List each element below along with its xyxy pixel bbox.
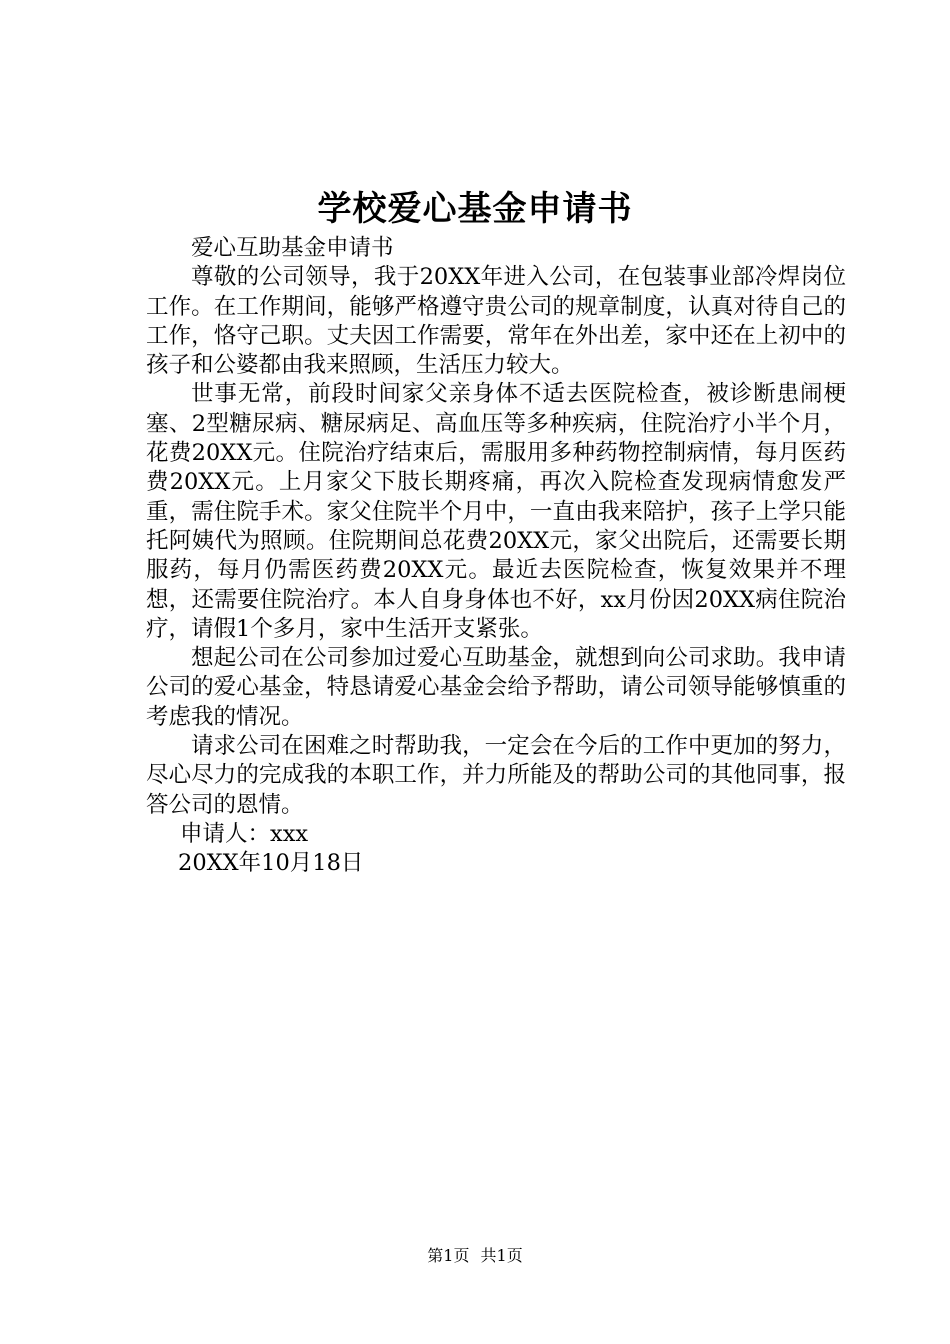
applicant-signature: 申请人：xxx — [180, 820, 309, 847]
paragraph-request: 想起公司在公司参加过爱心互助基金，就想到向公司求助。我申请公司的爱心基金，特恳请爱心基金会给予帮助，请公司领导能够慎重的考虑我的情况。 — [146, 645, 846, 730]
paragraph-commitment: 请求公司在困难之时帮助我，一定会在今后的工作中更加的努力，尽心尽力的完成我的本职工作，并力所能及的帮助公司的其他同事，报答公司的恩情。 — [146, 733, 846, 818]
page-footer: 第1页 共1页 — [427, 1246, 523, 1265]
paragraph-intro: 尊敬的公司领导，我于20XX年进入公司，在包装事业部冷焊岗位工作。在工作期间，能够严格遵守贵公司的规章制度，认真对待自己的工作，恪守己职。丈夫因工作需要，常年在外出差，家中还在上初中的孩子和公婆都由我来照顾，生活压力较大。 — [146, 264, 846, 379]
paragraph-family-illness: 世事无常，前段时间家父亲身体不适去医院检查，被诊断患闹梗塞、2型糖尿病、糖尿病足、高血压等多种疾病，住院治疗小半个月，花费20XX元。住院治疗结束后，需服用多种药物控制病情，每月医药费20XX元。上月家父下肢长期疼痛，再次入院检查发现病情愈发严重，需住院手术。家父住院半个月中，一直由我来陪护，孩子上学只能托阿姨代为照顾。住院期间总花费20XX元，家父出院后，还需要长期服药，每月仍需医药费20XX元。最近去医院检查，恢复效果并不理想，还需要住院治疗。本人自身身体也不好，xx月份因20XX病住院治疗，请假1个多月，家中生活开支紧张。 — [146, 381, 846, 642]
document-body — [146, 234, 846, 879]
document-subtitle: 爱心互助基金申请书 — [191, 235, 394, 261]
application-date: 20XX年10月18日 — [178, 850, 364, 877]
document-title: 学校爱心基金申请书 — [317, 189, 633, 229]
